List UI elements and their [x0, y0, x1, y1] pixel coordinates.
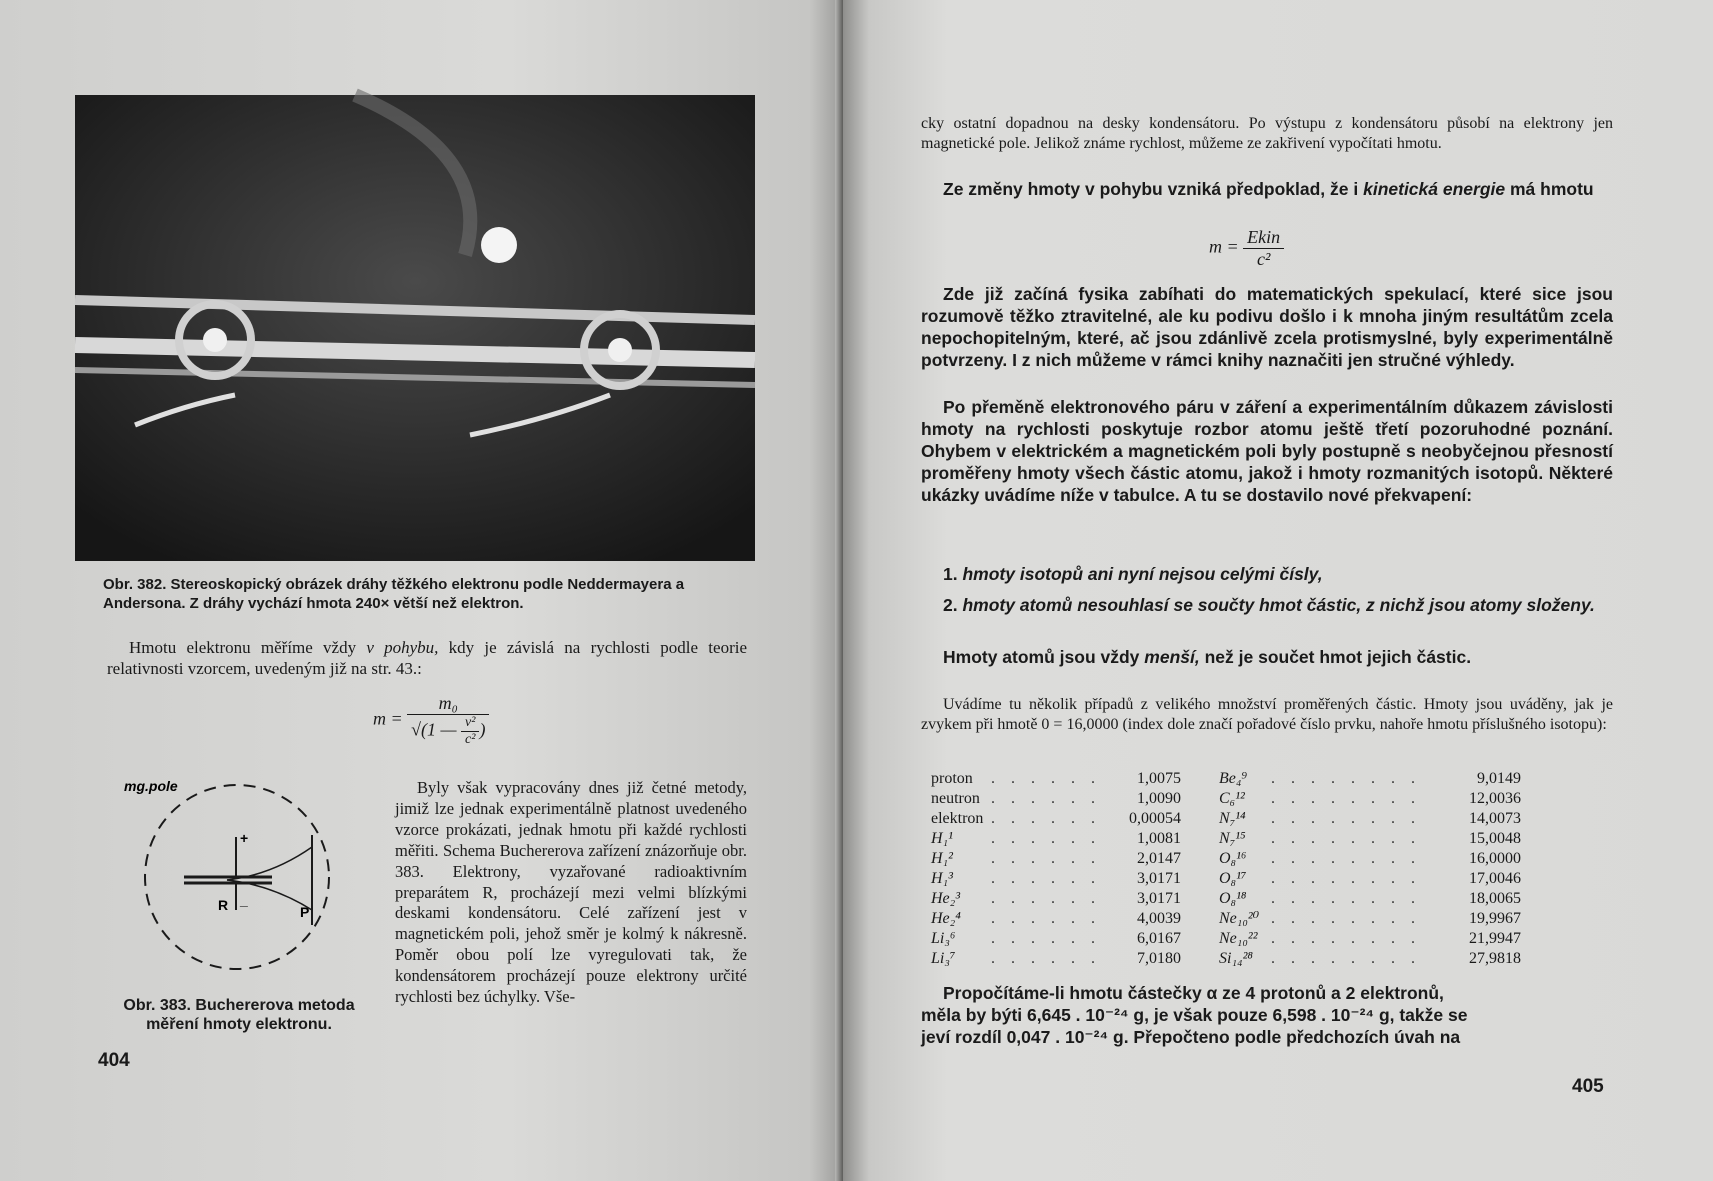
paragraph-speculation: Zde již začíná fysika zabíhati do matematických spekulací, které sice jsou rozumově těžko ztravitelné, ale ku podivu došlo i k mnoha jiným resultátům zcela nepochopitelným, které, ač jsou zdánlivě zcela protismyslné, byly experimentálně potvrzeny. I z nich můžeme v rámci knihy naznačiti jen stručné výhledy. — [921, 284, 1613, 370]
table-cell-value: 18,0065 — [1469, 890, 1521, 907]
table-cell-value: 1,0075 — [1137, 770, 1181, 787]
paragraph-table-intro: Uvádíme tu několik případů z velikého množství proměřených částic. Hmoty jsou uváděny, jak je zvykem při hmotě 0 = 16,0000 (index dole značí pořadové číslo prvku, nahoře hmotu příslušného isotopu): — [921, 696, 1613, 733]
table-cell-dots: . . . . . . . . — [1271, 950, 1421, 967]
table-cell-value: 14,0073 — [1469, 810, 1521, 827]
relativistic-mass-formula: m = m₀ √(1 — $\frac{\text{v²}}{\text{c²}}$ ) — [373, 693, 489, 748]
table-cell-value: 7,0180 — [1137, 950, 1181, 967]
table-cell-iso-name: O₈¹⁶ — [1219, 850, 1247, 867]
paragraph-alpha-line1: Propočítáme-li hmotu částečky α ze 4 protonů a 2 elektronů, — [943, 983, 1444, 1003]
table-cell-name: H₁² — [931, 850, 953, 867]
table-cell-iso-name: C₆¹² — [1219, 790, 1245, 807]
paragraph-mass-measurement: Hmotu elektronu měříme vždy v pohybu, kdy je závislá na rychlosti podle teorie relativnosti vzorcem, uvedeným již na str. 43.: — [107, 638, 747, 678]
table-cell-value: 2,0147 — [1137, 850, 1181, 867]
table-cell-iso-name: N₇¹⁴ — [1219, 810, 1246, 827]
table-row — [931, 809, 1521, 829]
table-cell-dots: . . . . . . — [991, 950, 1101, 967]
table-cell-dots: . . . . . . — [991, 930, 1101, 947]
table-cell-dots: . . . . . . — [991, 790, 1101, 807]
table-cell-dots: . . . . . . . . — [1271, 830, 1421, 847]
kinetic-mass-formula: m = $\frac{\text{Ekin}}{\text{c²}}$ — [1209, 227, 1284, 270]
table-cell-value: 1,0081 — [1137, 830, 1181, 847]
table-row — [931, 949, 1521, 969]
figure-382-photo — [75, 95, 755, 561]
plus-label: + — [240, 830, 249, 846]
list-item-2: 2. hmoty atomů nesouhlasí se součty hmot částic, z nichž jsou atomy složeny. — [943, 595, 1595, 615]
table-row — [931, 849, 1521, 869]
table-cell-iso-name: O₈¹⁸ — [1219, 890, 1247, 907]
paragraph-kinetic-energy: Ze změny hmoty v pohybu vzniká předpoklad, že i kinetická energie má hmotu — [943, 179, 1594, 199]
paragraph-atoms-less: Hmoty atomů jsou vždy menší, než je součet hmot jejich částic. — [943, 647, 1472, 667]
table-cell-value: 3,0171 — [1137, 870, 1181, 887]
table-cell-iso-name: Ne₁₀²⁰ — [1219, 910, 1260, 927]
table-cell-iso-name: Ne₁₀²² — [1219, 930, 1258, 947]
list-item-1: 1. hmoty isotopů ani nyní nejsou celými čísly, — [943, 564, 1323, 584]
table-cell-dots: . . . . . . — [991, 850, 1101, 867]
p-label: P — [300, 904, 310, 920]
table-cell-iso-name: O₈¹⁷ — [1219, 870, 1247, 887]
table-cell-value: 27,9818 — [1469, 950, 1521, 967]
table-cell-iso-name: Be₄⁹ — [1219, 770, 1247, 787]
paragraph-bucherer-method: Byly však vypracovány dnes již četné metody, jimiž lze jednak experimentálně platnost uvedeného vzorce prokázati, jednak hmotu při každé rychlosti měřiti. Schema Buchererova zařízení znázorňuje obr. 383. Elektrony, vyzařované radioaktivním preparátem R, procházejí mezi velmi blízkými deskami kondensátoru. Celé zařízení jest v magnetickém poli, jehož směr je kolmý k nákresně. Poměr obou polí lze vyregulovati tak, že kondensátorem procházejí pouze elektrony určité rychlosti bez úchylky. Vše- — [395, 778, 747, 1007]
table-cell-name: H₁³ — [931, 870, 953, 887]
table-cell-dots: . . . . . . — [991, 910, 1101, 927]
table-cell-name: He₂³ — [931, 890, 961, 907]
table-cell-iso-name: N₇¹⁵ — [1219, 830, 1246, 847]
figure-382-caption: Obr. 382. Stereoskopický obrázek dráhy těžkého elektronu podle Neddermayera a Andersona. Z dráhy vychází hmota 240× větší než elektron. — [103, 576, 685, 612]
table-row — [931, 769, 1521, 789]
isotope-mass-table — [931, 769, 1521, 969]
table-cell-dots: . . . . . . — [991, 810, 1101, 827]
table-cell-dots: . . . . . . — [991, 770, 1101, 787]
table-cell-name: proton — [931, 770, 973, 787]
table-cell-value: 17,0046 — [1469, 870, 1521, 887]
table-row — [931, 869, 1521, 889]
table-cell-dots: . . . . . . . . — [1271, 910, 1421, 927]
table-row — [931, 929, 1521, 949]
table-row — [931, 889, 1521, 909]
table-cell-value: 21,9947 — [1469, 930, 1521, 947]
pole-label: mg.pole — [124, 778, 178, 794]
table-cell-name: Li₃⁶ — [931, 930, 956, 947]
table-cell-dots: . . . . . . . . — [1271, 810, 1421, 827]
table-cell-value: 1,0090 — [1137, 790, 1181, 807]
table-cell-dots: . . . . . . . . — [1271, 870, 1421, 887]
figure-383-caption: Obr. 383. Buchererova metoda měření hmoty elektronu. — [123, 997, 355, 1033]
table-cell-value: 4,0039 — [1137, 910, 1181, 927]
page-number-left: 404 — [98, 1050, 130, 1071]
table-cell-iso-name: Si₁₄²⁸ — [1219, 950, 1253, 967]
table-cell-value: 15,0048 — [1469, 830, 1521, 847]
paragraph-conversion: Po přeměně elektronového páru v záření a experimentálním důkazem závislosti hmoty na rychlosti poskytuje rozbor atomu ještě třetí pozoruhodné poznání. Ohybem v elektrickém a magnetickém poli byly postupně s neobyčejnou přesností proměřeny hmoty všech částic atomu, jakož i hmoty rozmanitých isotopů. Některé ukázky uvádíme níže v tabulce. A tu se dostavilo nové překvapení: — [921, 397, 1613, 505]
table-cell-dots: . . . . . . . . — [1271, 930, 1421, 947]
table-cell-dots: . . . . . . . . — [1271, 770, 1421, 787]
minus-label: _ — [240, 892, 248, 908]
table-cell-name: H₁¹ — [931, 830, 953, 847]
table-cell-name: elektron — [931, 810, 984, 827]
page-number-right: 405 — [1572, 1076, 1604, 1097]
table-cell-dots: . . . . . . — [991, 830, 1101, 847]
table-cell-dots: . . . . . . — [991, 890, 1101, 907]
left-page — [0, 0, 843, 1181]
table-cell-value: 12,0036 — [1469, 790, 1521, 807]
table-cell-value: 16,0000 — [1469, 850, 1521, 867]
table-row — [931, 789, 1521, 809]
paragraph-continuation: cky ostatní dopadnou na desky kondensátoru. Po výstupu z kondensátoru působí na elektrony jen magnetické pole. Jelikož známe rychlost, můžeme ze zakřivení vypočítati hmotu. — [921, 115, 1613, 152]
table-cell-name: neutron — [931, 790, 980, 807]
table-row — [931, 909, 1521, 929]
table-cell-dots: . . . . . . . . — [1271, 850, 1421, 867]
table-cell-dots: . . . . . . . . — [1271, 790, 1421, 807]
table-cell-value: 6,0167 — [1137, 930, 1181, 947]
table-row — [931, 829, 1521, 849]
table-cell-value: 0,00054 — [1129, 810, 1181, 827]
table-cell-value: 9,0149 — [1477, 770, 1521, 787]
table-cell-value: 19,9967 — [1469, 910, 1521, 927]
table-cell-value: 3,0171 — [1137, 890, 1181, 907]
table-cell-dots: . . . . . . . . — [1271, 890, 1421, 907]
paragraph-alpha-line2: měla by býti 6,645 . 10⁻²⁴ g, je však pouze 6,598 . 10⁻²⁴ g, takže se — [921, 1005, 1468, 1025]
table-cell-name: He₂⁴ — [931, 910, 961, 927]
figure-383-diagram — [124, 775, 347, 975]
r-label: R — [218, 897, 229, 913]
table-cell-dots: . . . . . . — [991, 870, 1101, 887]
paragraph-alpha-line3: jeví rozdíl 0,047 . 10⁻²⁴ g. Přepočteno podle předchozích úvah na — [921, 1027, 1461, 1047]
table-cell-name: Li₃⁷ — [931, 950, 956, 967]
